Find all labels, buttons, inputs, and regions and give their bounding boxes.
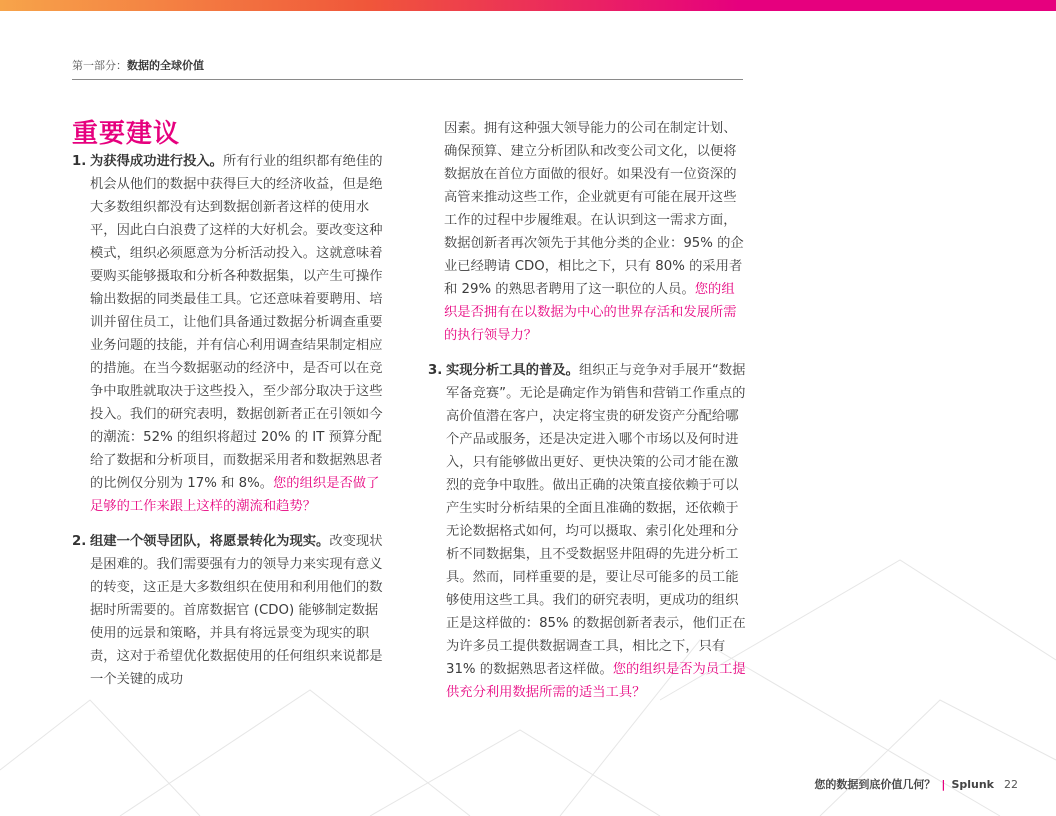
footer-brand: Splunk bbox=[951, 778, 994, 791]
left-column bbox=[72, 150, 388, 703]
recommendation-item-3 bbox=[428, 359, 746, 704]
item-body: 组织正与竞争对手展开“数据军备竞赛”。无论是确定作为销售和营销工作重点的高价值潜在客户，决定将宝贵的研发资产分配给哪个产品或服务，还是决定进入哪个市场以及何时进入，只有能够做出更好、更快决策的公司才能在激烈的竞争中取胜。做出正确的决策直接依赖于可以产生实时分析结果的全面且准确的数据，还依赖于无论数据格式如何，均可以摄取、索引化处理和分析不同数据集，且不受数据竖井阻碍的先进分析工具。然而，同样重要的是，要让尽可能多的员工能够使用这些工具。我们的研究表明，更成功的组织正是这样做的：85% 的数据创新者表示，他们正在为许多员工提供数据调查工具，相比之下，只有 31% 的数据熟思者这样做。 bbox=[446, 363, 746, 677]
footer-separator: | bbox=[941, 778, 946, 791]
item-body: 所有行业的组织都有绝佳的机会从他们的数据中获得巨大的经济收益，但是绝大多数组织都没有达到数据创新者这样的使用水平，因此白白浪费了这样的大好机会。要改变这种模式，组织必须愿意为分析活动投入。这就意味着要购买能够摄取和分析各种数据集，以产生可操作输出数据的同类最佳工具。它还意味着要聘用、培训并留住员工，让他们具备通过数据分析调查重要业务问题的技能，并有信心利用调查结果制定相应的措施。在当今数据驱动的经济中，是否可以在竞争中取胜就取决于这些投入，至少部分取决于这些投入。我们的研究表明，数据创新者正在引领如今的潮流：52% 的组织将超过 20% 的 IT 预算分配给了数据和分析项目，而数据采用者和数据熟思者的比例仅分别为 17% 和 8%。 bbox=[90, 154, 383, 491]
footer-title: 您的数据到底价值几何？ bbox=[814, 778, 936, 791]
page-footer bbox=[814, 776, 1018, 792]
item-number: 3. bbox=[428, 363, 443, 378]
item-body-continued: 因素。拥有这种强大领导能力的公司在制定计划、确保预算、建立分析团队和改变公司文化，以便将数据放在首位方面做的很好。如果没有一位资深的高管来推动这些工作，企业就更有可能在展开这些工作的过程中步履维艰。在认识到这一需求方面，数据创新者再次领先于其他分类的企业：95% 的企业已经聘请 CDO，相比之下，只有 80% 的采用者和 29% 的熟思者聘用了这一职位的人员。 bbox=[444, 121, 744, 297]
item-question: 您的组织是否为员工提供充分利用数据所需的适当工具？ bbox=[446, 662, 746, 700]
page-number: 22 bbox=[1004, 778, 1018, 791]
item-lead: 组建一个领导团队，将愿景转化为现实。 bbox=[90, 534, 330, 549]
recommendation-item-2-continued bbox=[428, 117, 746, 347]
recommendation-item-1 bbox=[72, 150, 388, 518]
item-number: 2. bbox=[72, 534, 87, 549]
recommendation-item-2 bbox=[72, 530, 388, 691]
page-heading: 重要建议 bbox=[72, 119, 181, 149]
item-body: 改变现状是困难的。我们需要强有力的领导力来实现有意义的转变，这正是大多数组织在使用和利用他们的数据时所需要的。首席数据官 (CDO) 能够制定数据使用的远景和策略，并具有将远景变为现实的职责，这对于希望优化数据使用的任何组织来说都是一个关键的成功 bbox=[90, 534, 383, 687]
right-column bbox=[428, 117, 746, 716]
section-title: 数据的全球价值 bbox=[127, 59, 204, 72]
item-question: 您的组织是否做了足够的工作来跟上这样的潮流和趋势？ bbox=[90, 476, 380, 514]
item-number: 1. bbox=[72, 154, 87, 169]
item-question: 您的组织是否拥有在以数据为中心的世界存活和发展所需的执行领导力？ bbox=[444, 282, 737, 343]
item-lead: 为获得成功进行投入。 bbox=[90, 154, 223, 169]
item-lead: 实现分析工具的普及。 bbox=[446, 363, 579, 378]
section-part: 第一部分： bbox=[72, 59, 127, 72]
section-header bbox=[72, 57, 743, 80]
